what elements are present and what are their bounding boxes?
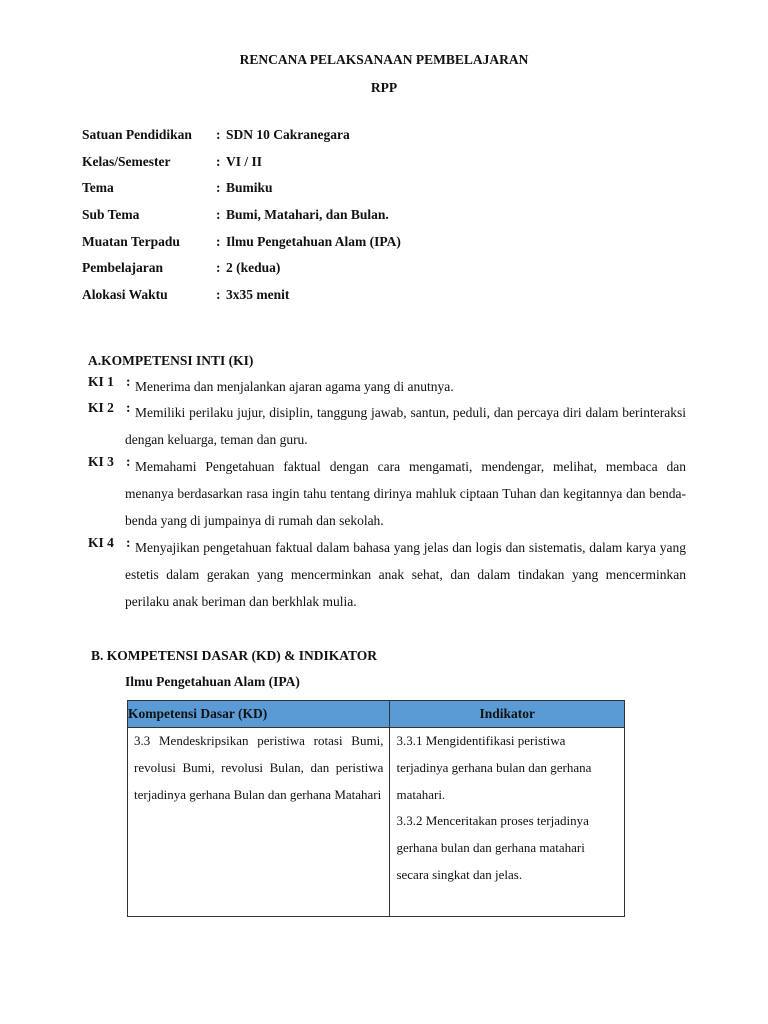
ki-code: KI 1 — [88, 374, 114, 389]
document-subtitle: RPP — [370, 80, 398, 95]
indicator-cell — [390, 728, 625, 917]
ki-code: KI 4 — [88, 535, 114, 550]
ki-text: Menerima dan menjalankan ajaran agama yang di anutnya. — [135, 379, 454, 394]
document-title: RENCANA PELAKSANAAN PEMBELAJARAN — [239, 52, 529, 67]
column-header-indicator: Indikator — [390, 701, 625, 728]
ki-text: Memiliki perilaku jujur, disiplin, tanggung jawab, santun, peduli, dan percaya diri dalam berinteraksi dengan keluarga, teman dan guru. — [125, 405, 686, 447]
ki-text: Menyajikan pengetahuan faktual dalam bahasa yang jelas dan logis dan sistematis, dalam karya yang estetis dalam gerakan yang mencerminkan anak sehat, dan dalam tindakan yang mencerminkan perilaku anak beriman dan berkhlak mulia. — [125, 540, 686, 609]
subject-title: Ilmu Pengetahuan Alam (IPA) — [125, 674, 300, 689]
table-header-row — [128, 701, 625, 728]
ki-code: KI 3 — [88, 454, 114, 469]
ki-code: KI 2 — [88, 400, 114, 415]
indicator-item: 3.3.2 Menceritakan proses terjadinya gerhana bulan dan gerhana matahari secara singkat dan jelas. — [396, 813, 589, 882]
section-a-heading: A.KOMPETENSI INTI (KI) — [88, 353, 254, 368]
ki-text: Memahami Pengetahuan faktual dengan cara mengamati, mendengar, melihat, membaca dan menanya berdasarkan rasa ingin tahu tentang dirinya mahluk ciptaan Tuhan dan kegitannya dan benda-benda yang di jumpainya di rumah dan sekolah. — [125, 459, 686, 528]
section-b-heading: B. KOMPETENSI DASAR (KD) & INDIKATOR — [91, 648, 378, 663]
kd-indicator-table — [127, 700, 625, 917]
indicator-item: 3.3.1 Mengidentifikasi peristiwa terjadinya gerhana bulan dan gerhana matahari. — [396, 733, 592, 802]
document-page: RENCANA PELAKSANAAN PEMBELAJARAN RPP Satuan Pendidikan : SDN 10 Cakranegara Kelas/Semester : VI / II Tema : Bumiku Sub Tema : Bumi, Matahari, dan Bulan. Muatan Terpadu : Ilmu Pengetahuan Alam (IPA) Pembelajaran : 2 (kedua) Alokasi Waktu : 3x35 menit A.KOMPETENSI INTI (KI) KI 1 : Menerima dan menjalankan ajaran agama yang di anutnya. KI 2 : Memiliki perilaku jujur, disiplin, tanggung jawab, santun, peduli, dan percaya diri dalam berinteraksi dengan keluarga, teman dan guru. KI 3 : Memahami Pengetahuan faktual dengan cara mengamati, mendengar, melihat, membaca dan menanya berdasarkan rasa ingin tahu tentang dirinya mahluk ciptaan Tuhan dan kegitannya dan benda-benda yang di jumpainya di rumah dan sekolah. KI 4 : Menyajikan pengetahuan faktual dalam bahasa yang jelas dan logis dan sistematis, dalam karya yang estetis dalam gerakan yang mencerminkan anak sehat, dan dalam tindakan yang mencerminkan perilaku anak beriman dan berkhlak mulia. B. KOMPETENSI DASAR (KD) & INDIKATOR Ilmu Pengetahuan Alam (IPA) Kompetensi Dasar (KD) Indikator 3.3 Mendeskripsikan peristiwa rotasi Bumi, revolusi Bumi, revolusi Bulan, dan peristiwa terjadinya gerhana Bulan dan gerhana Matahari 3.3.1 Mengidentifikasi peristiwa terjadinya gerhana bulan dan gerhana matahari. 3.3.2 Menceritakan proses terjadinya gerhana bulan dan gerhana matahari secara singkat dan jelas. — [0, 0, 768, 1024]
kd-cell: 3.3 Mendeskripsikan peristiwa rotasi Bumi, revolusi Bumi, revolusi Bulan, dan peristiwa terjadinya gerhana Bulan dan gerhana Matahari — [128, 728, 390, 917]
table-row — [128, 728, 625, 917]
column-header-kd: Kompetensi Dasar (KD) — [128, 701, 390, 728]
